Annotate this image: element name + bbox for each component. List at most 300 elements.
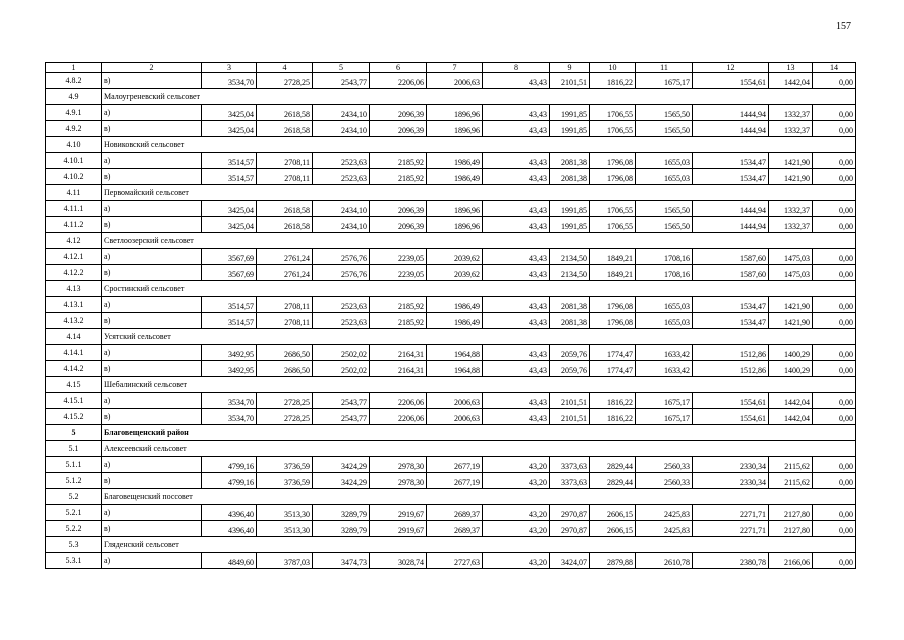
value-cell: 1896,96: [427, 121, 483, 137]
value-cell: 2727,63: [427, 553, 483, 569]
table-row: [46, 297, 856, 313]
value-cell: 1633,42: [636, 345, 693, 361]
value-cell: 1534,47: [693, 313, 769, 329]
section-code: 4.12: [46, 233, 102, 249]
value-cell: 2081,38: [550, 297, 590, 313]
value-cell: 43,43: [483, 361, 550, 377]
value-cell: 2164,31: [370, 345, 427, 361]
value-cell: 2829,44: [590, 457, 636, 473]
value-cell: 43,43: [483, 153, 550, 169]
value-cell: 1421,90: [769, 297, 813, 313]
value-cell: 3514,57: [202, 297, 257, 313]
value-cell: 1896,96: [427, 217, 483, 233]
row-code: 4.11.2: [46, 217, 102, 233]
table-row: [46, 505, 856, 521]
value-cell: 0,00: [813, 457, 856, 473]
row-code: 5.1.2: [46, 473, 102, 489]
value-cell: 2115,62: [769, 473, 813, 489]
value-cell: 1444,94: [693, 105, 769, 121]
section-code: 4.9: [46, 89, 102, 105]
value-cell: 43,20: [483, 457, 550, 473]
value-cell: 1708,16: [636, 265, 693, 281]
value-cell: 2115,62: [769, 457, 813, 473]
column-number-row: [46, 63, 856, 73]
value-cell: 3424,29: [313, 473, 370, 489]
value-cell: 1565,50: [636, 121, 693, 137]
column-number: 3: [202, 63, 257, 73]
value-cell: 2081,38: [550, 313, 590, 329]
value-cell: 2689,37: [427, 521, 483, 537]
value-cell: 2728,25: [257, 73, 313, 89]
row-code: 4.10.2: [46, 169, 102, 185]
value-cell: 1708,16: [636, 249, 693, 265]
row-variant: в): [102, 473, 202, 489]
value-cell: 43,20: [483, 521, 550, 537]
section-code: 5.3: [46, 537, 102, 553]
row-code: 4.12.1: [46, 249, 102, 265]
value-cell: 1587,60: [693, 265, 769, 281]
section-title: Светлоозерский сельсовет: [102, 233, 856, 249]
table-row: [46, 121, 856, 137]
row-code: 4.13.1: [46, 297, 102, 313]
value-cell: 2543,77: [313, 393, 370, 409]
value-cell: 0,00: [813, 553, 856, 569]
value-cell: 3425,04: [202, 121, 257, 137]
value-cell: 1444,94: [693, 217, 769, 233]
value-cell: 2164,31: [370, 361, 427, 377]
table-row: [46, 313, 856, 329]
table-row: [46, 73, 856, 89]
row-variant: в): [102, 73, 202, 89]
row-code: 5.1.1: [46, 457, 102, 473]
value-cell: 1565,50: [636, 217, 693, 233]
row-variant: в): [102, 521, 202, 537]
value-cell: 1706,55: [590, 105, 636, 121]
table-row: [46, 105, 856, 121]
value-cell: 2708,11: [257, 169, 313, 185]
value-cell: 2919,67: [370, 521, 427, 537]
row-variant: в): [102, 265, 202, 281]
value-cell: 0,00: [813, 169, 856, 185]
value-cell: 1706,55: [590, 121, 636, 137]
value-cell: 0,00: [813, 265, 856, 281]
value-cell: 2330,34: [693, 473, 769, 489]
value-cell: 1991,85: [550, 105, 590, 121]
section-title: Сростинский сельсовет: [102, 281, 856, 297]
column-number: 6: [370, 63, 427, 73]
value-cell: 0,00: [813, 105, 856, 121]
value-cell: 3514,57: [202, 153, 257, 169]
value-cell: 2708,11: [257, 153, 313, 169]
value-cell: 2708,11: [257, 313, 313, 329]
value-cell: 3534,70: [202, 73, 257, 89]
value-cell: 2829,44: [590, 473, 636, 489]
section-title: Благовещенский поссовет: [102, 489, 856, 505]
value-cell: 2185,92: [370, 313, 427, 329]
value-cell: 2271,71: [693, 505, 769, 521]
value-cell: 1554,61: [693, 73, 769, 89]
value-cell: 0,00: [813, 73, 856, 89]
section-code: 4.13: [46, 281, 102, 297]
section-title: Малоугреневский сельсовет: [102, 89, 856, 105]
row-variant: а): [102, 153, 202, 169]
value-cell: 2728,25: [257, 393, 313, 409]
section-title: Шебалинский сельсовет: [102, 377, 856, 393]
value-cell: 43,43: [483, 345, 550, 361]
section-title: Первомайский сельсовет: [102, 185, 856, 201]
value-cell: 3513,30: [257, 521, 313, 537]
value-cell: 2970,87: [550, 521, 590, 537]
row-code: 4.15.1: [46, 393, 102, 409]
value-cell: 0,00: [813, 153, 856, 169]
value-cell: 1706,55: [590, 201, 636, 217]
value-cell: 2039,62: [427, 265, 483, 281]
value-cell: 3787,03: [257, 553, 313, 569]
row-variant: в): [102, 217, 202, 233]
value-cell: 0,00: [813, 249, 856, 265]
value-cell: 0,00: [813, 313, 856, 329]
value-cell: 1655,03: [636, 313, 693, 329]
row-code: 4.11.1: [46, 201, 102, 217]
section-code: 5.1: [46, 441, 102, 457]
value-cell: 1675,17: [636, 73, 693, 89]
value-cell: 1512,86: [693, 361, 769, 377]
value-cell: 1986,49: [427, 153, 483, 169]
value-cell: 1991,85: [550, 217, 590, 233]
value-cell: 0,00: [813, 521, 856, 537]
value-cell: 1796,08: [590, 169, 636, 185]
table-row: [46, 169, 856, 185]
section-row: [46, 425, 856, 441]
table-row: [46, 457, 856, 473]
value-cell: 1444,94: [693, 121, 769, 137]
section-row: [46, 281, 856, 297]
value-cell: 1816,22: [590, 73, 636, 89]
value-cell: 2618,58: [257, 121, 313, 137]
section-title: Благовещенский район: [102, 425, 856, 441]
value-cell: 1332,37: [769, 121, 813, 137]
value-cell: 2239,05: [370, 265, 427, 281]
value-cell: 1964,88: [427, 361, 483, 377]
section-row: [46, 185, 856, 201]
value-cell: 2708,11: [257, 297, 313, 313]
value-cell: 2618,58: [257, 217, 313, 233]
value-cell: 43,20: [483, 553, 550, 569]
value-cell: 2978,30: [370, 473, 427, 489]
value-cell: 3425,04: [202, 217, 257, 233]
value-cell: 0,00: [813, 345, 856, 361]
value-cell: 0,00: [813, 201, 856, 217]
row-variant: а): [102, 249, 202, 265]
section-row: [46, 441, 856, 457]
value-cell: 2523,63: [313, 169, 370, 185]
row-variant: а): [102, 297, 202, 313]
value-cell: 4396,40: [202, 505, 257, 521]
value-cell: 1534,47: [693, 297, 769, 313]
value-cell: 2101,51: [550, 73, 590, 89]
value-cell: 1896,96: [427, 105, 483, 121]
column-number: 10: [590, 63, 636, 73]
value-cell: 3373,63: [550, 457, 590, 473]
value-cell: 1400,29: [769, 345, 813, 361]
value-cell: 0,00: [813, 297, 856, 313]
value-cell: 2101,51: [550, 409, 590, 425]
tariff-table: [45, 62, 856, 569]
row-variant: а): [102, 105, 202, 121]
value-cell: 2686,50: [257, 361, 313, 377]
value-cell: 1816,22: [590, 409, 636, 425]
value-cell: 3514,57: [202, 169, 257, 185]
value-cell: 2006,63: [427, 409, 483, 425]
value-cell: 1332,37: [769, 105, 813, 121]
value-cell: 1796,08: [590, 313, 636, 329]
section-code: 4.14: [46, 329, 102, 345]
section-title: Новиковский сельсовет: [102, 137, 856, 153]
value-cell: 43,43: [483, 105, 550, 121]
value-cell: 1964,88: [427, 345, 483, 361]
value-cell: 1796,08: [590, 153, 636, 169]
section-title: Усятский сельсовет: [102, 329, 856, 345]
row-variant: а): [102, 553, 202, 569]
section-row: [46, 329, 856, 345]
value-cell: 2502,02: [313, 345, 370, 361]
table-row: [46, 361, 856, 377]
row-variant: в): [102, 169, 202, 185]
value-cell: 1633,42: [636, 361, 693, 377]
row-code: 4.8.2: [46, 73, 102, 89]
value-cell: 1986,49: [427, 313, 483, 329]
section-code: 4.11: [46, 185, 102, 201]
row-variant: в): [102, 409, 202, 425]
value-cell: 2560,33: [636, 457, 693, 473]
value-cell: 2576,76: [313, 265, 370, 281]
value-cell: 2618,58: [257, 105, 313, 121]
value-cell: 2543,77: [313, 409, 370, 425]
value-cell: 2127,80: [769, 505, 813, 521]
row-code: 4.15.2: [46, 409, 102, 425]
value-cell: 3425,04: [202, 201, 257, 217]
value-cell: 2543,77: [313, 73, 370, 89]
value-cell: 1655,03: [636, 153, 693, 169]
table-row: [46, 153, 856, 169]
section-row: [46, 537, 856, 553]
value-cell: 2059,76: [550, 345, 590, 361]
table-row: [46, 409, 856, 425]
value-cell: 1675,17: [636, 393, 693, 409]
value-cell: 2434,10: [313, 201, 370, 217]
value-cell: 43,43: [483, 297, 550, 313]
value-cell: 2425,83: [636, 521, 693, 537]
column-number: 13: [769, 63, 813, 73]
value-cell: 2166,06: [769, 553, 813, 569]
value-cell: 1896,96: [427, 201, 483, 217]
row-variant: а): [102, 201, 202, 217]
value-cell: 3534,70: [202, 393, 257, 409]
value-cell: 1774,47: [590, 361, 636, 377]
value-cell: 43,43: [483, 121, 550, 137]
value-cell: 2330,34: [693, 457, 769, 473]
value-cell: 3567,69: [202, 249, 257, 265]
value-cell: 43,43: [483, 393, 550, 409]
value-cell: 1442,04: [769, 409, 813, 425]
value-cell: 4799,16: [202, 457, 257, 473]
row-variant: а): [102, 505, 202, 521]
value-cell: 43,43: [483, 169, 550, 185]
value-cell: 0,00: [813, 393, 856, 409]
value-cell: 43,43: [483, 313, 550, 329]
value-cell: 1421,90: [769, 153, 813, 169]
value-cell: 2425,83: [636, 505, 693, 521]
table-row: [46, 473, 856, 489]
section-code: 4.15: [46, 377, 102, 393]
value-cell: 2689,37: [427, 505, 483, 521]
value-cell: 2686,50: [257, 345, 313, 361]
value-cell: 1774,47: [590, 345, 636, 361]
value-cell: 1475,03: [769, 249, 813, 265]
value-cell: 1675,17: [636, 409, 693, 425]
value-cell: 2206,06: [370, 73, 427, 89]
value-cell: 3736,59: [257, 473, 313, 489]
section-title: Алексеевский сельсовет: [102, 441, 856, 457]
table-row: [46, 201, 856, 217]
row-variant: в): [102, 121, 202, 137]
table-row: [46, 217, 856, 233]
value-cell: 2081,38: [550, 169, 590, 185]
value-cell: 2039,62: [427, 249, 483, 265]
column-number: 8: [483, 63, 550, 73]
value-cell: 3513,30: [257, 505, 313, 521]
value-cell: 2434,10: [313, 217, 370, 233]
column-number: 4: [257, 63, 313, 73]
section-row: [46, 377, 856, 393]
value-cell: 2380,78: [693, 553, 769, 569]
value-cell: 4849,60: [202, 553, 257, 569]
value-cell: 2185,92: [370, 297, 427, 313]
value-cell: 2919,67: [370, 505, 427, 521]
column-number: 12: [693, 63, 769, 73]
section-row: [46, 233, 856, 249]
value-cell: 2761,24: [257, 265, 313, 281]
value-cell: 0,00: [813, 121, 856, 137]
value-cell: 2096,39: [370, 201, 427, 217]
value-cell: 3424,07: [550, 553, 590, 569]
value-cell: 3492,95: [202, 361, 257, 377]
value-cell: 3492,95: [202, 345, 257, 361]
value-cell: 1816,22: [590, 393, 636, 409]
value-cell: 1442,04: [769, 393, 813, 409]
row-code: 4.9.2: [46, 121, 102, 137]
value-cell: 2560,33: [636, 473, 693, 489]
value-cell: 1706,55: [590, 217, 636, 233]
value-cell: 2970,87: [550, 505, 590, 521]
row-code: 4.14.1: [46, 345, 102, 361]
value-cell: 1986,49: [427, 297, 483, 313]
value-cell: 2761,24: [257, 249, 313, 265]
row-code: 4.14.2: [46, 361, 102, 377]
value-cell: 2434,10: [313, 105, 370, 121]
value-cell: 0,00: [813, 473, 856, 489]
column-number: 9: [550, 63, 590, 73]
value-cell: 1400,29: [769, 361, 813, 377]
value-cell: 43,43: [483, 73, 550, 89]
column-number: 1: [46, 63, 102, 73]
value-cell: 2271,71: [693, 521, 769, 537]
value-cell: 1655,03: [636, 169, 693, 185]
row-code: 5.2.2: [46, 521, 102, 537]
value-cell: 2096,39: [370, 121, 427, 137]
section-code: 4.10: [46, 137, 102, 153]
value-cell: 1332,37: [769, 217, 813, 233]
value-cell: 2523,63: [313, 153, 370, 169]
section-row: [46, 89, 856, 105]
value-cell: 43,20: [483, 473, 550, 489]
value-cell: 1986,49: [427, 169, 483, 185]
value-cell: 1444,94: [693, 201, 769, 217]
value-cell: 3534,70: [202, 409, 257, 425]
row-variant: а): [102, 457, 202, 473]
value-cell: 0,00: [813, 505, 856, 521]
value-cell: 2096,39: [370, 217, 427, 233]
value-cell: 2576,76: [313, 249, 370, 265]
column-number: 2: [102, 63, 202, 73]
row-code: 5.2.1: [46, 505, 102, 521]
value-cell: 1554,61: [693, 393, 769, 409]
value-cell: 3736,59: [257, 457, 313, 473]
value-cell: 1421,90: [769, 313, 813, 329]
value-cell: 3289,79: [313, 521, 370, 537]
value-cell: 1534,47: [693, 169, 769, 185]
section-code: 5.2: [46, 489, 102, 505]
table-row: [46, 393, 856, 409]
value-cell: 2677,19: [427, 457, 483, 473]
table-body: [46, 63, 856, 569]
value-cell: 3028,74: [370, 553, 427, 569]
table-row: [46, 265, 856, 281]
value-cell: 2101,51: [550, 393, 590, 409]
section-row: [46, 489, 856, 505]
column-number: 14: [813, 63, 856, 73]
value-cell: 0,00: [813, 217, 856, 233]
row-code: 4.9.1: [46, 105, 102, 121]
value-cell: 1512,86: [693, 345, 769, 361]
value-cell: 2879,88: [590, 553, 636, 569]
value-cell: 2127,80: [769, 521, 813, 537]
value-cell: 1849,21: [590, 265, 636, 281]
value-cell: 2523,63: [313, 297, 370, 313]
section-title: Гляденский сельсовет: [102, 537, 856, 553]
value-cell: 3373,63: [550, 473, 590, 489]
value-cell: 43,43: [483, 249, 550, 265]
value-cell: 3474,73: [313, 553, 370, 569]
value-cell: 1587,60: [693, 249, 769, 265]
row-code: 4.12.2: [46, 265, 102, 281]
value-cell: 1565,50: [636, 105, 693, 121]
value-cell: 43,43: [483, 409, 550, 425]
value-cell: 2677,19: [427, 473, 483, 489]
value-cell: 2059,76: [550, 361, 590, 377]
value-cell: 2728,25: [257, 409, 313, 425]
column-number: 11: [636, 63, 693, 73]
value-cell: 3424,29: [313, 457, 370, 473]
value-cell: 3567,69: [202, 265, 257, 281]
value-cell: 1554,61: [693, 409, 769, 425]
value-cell: 43,43: [483, 217, 550, 233]
section-code: 5: [46, 425, 102, 441]
value-cell: 2006,63: [427, 393, 483, 409]
value-cell: 2978,30: [370, 457, 427, 473]
value-cell: 3514,57: [202, 313, 257, 329]
value-cell: 1796,08: [590, 297, 636, 313]
